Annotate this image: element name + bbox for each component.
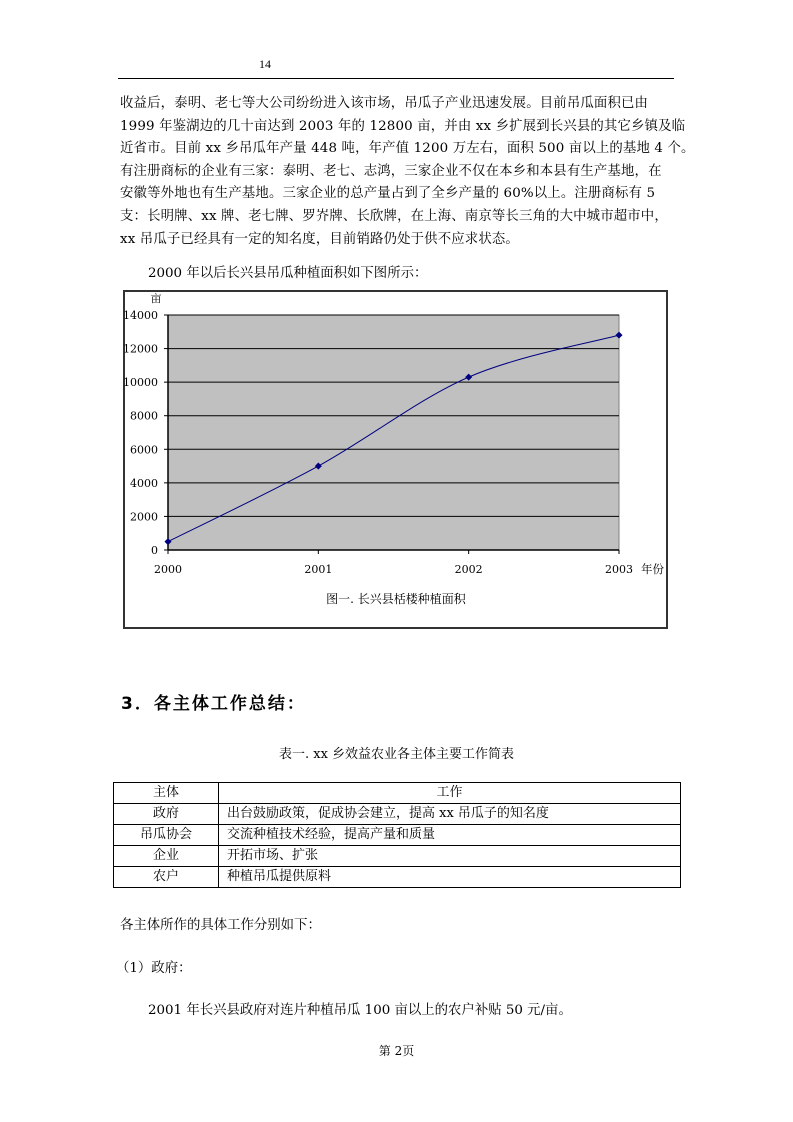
y-axis-label: 亩: [150, 292, 162, 305]
footer-page-label: 第 2页: [378, 1044, 415, 1058]
y-tick-label: 2000: [130, 510, 158, 524]
header-cell: 工作: [219, 783, 681, 804]
after-table-text: 各主体所作的具体工作分别如下：: [120, 918, 321, 933]
table-cell-subject: 政府: [114, 804, 219, 825]
x-axis-ticks: [154, 550, 633, 576]
paragraph-line: 安徽等外地也有生产基地。三家企业的总产量占到了全乡产量的 60%以上。注册商标有 5: [120, 186, 656, 202]
paragraph-line: 收益后，泰明、老七等大公司纷纷进入该市场，吊瓜子产业迅速发展。目前吊瓜面积已由: [120, 96, 649, 111]
y-tick-label: 6000: [130, 443, 158, 457]
x-tick-label: 2000: [154, 563, 182, 576]
y-tick-label: 12000: [123, 342, 158, 356]
plot-area: [168, 315, 619, 550]
x-tick-label: 2001: [304, 563, 333, 576]
x-tick-label: 2002: [454, 563, 483, 576]
work-summary-table: [113, 782, 681, 888]
y-tick-label: 8000: [130, 409, 158, 423]
x-tick-label: 2003: [605, 563, 633, 576]
header-cell: 主体: [114, 783, 219, 804]
subsection-heading: （1）政府：: [116, 961, 192, 976]
body-paragraph: [120, 93, 695, 251]
paragraph-line: 1999 年鉴湖边的几十亩达到 2003 年的 12800 亩，并由 xx 乡扩展到长兴县的其它乡镇及临: [120, 118, 686, 134]
table-row: [114, 846, 681, 867]
x-axis-label: 年份: [641, 562, 664, 576]
table-cell-subject: 农户: [114, 867, 219, 888]
table-cell-work: 出台鼓励政策，促成协会建立，提高 xx 吊瓜子的知名度: [219, 804, 681, 825]
table-cell-work: 交流种植技术经验，提高产量和质量: [219, 825, 681, 846]
line-chart: [123, 290, 669, 630]
paragraph-line: xx 吊瓜子已经具有一定的知名度，目前销路仍处于供不应求状态。: [120, 231, 519, 247]
section-title: 3．各主体工作总结：: [121, 694, 306, 714]
paragraph-line: 有注册商标的企业有三家：泰明、老七、志鸿，三家企业不仅在本乡和本县有生产基地，在: [120, 163, 662, 179]
paragraph-line: 近省市。目前 xx 乡吊瓜年产量 448 吨，年产值 1200 万左右，面积 500 亩以上的基地 4 个。: [120, 141, 695, 157]
y-tick-label: 14000: [123, 309, 158, 322]
y-axis-ticks: [123, 309, 168, 557]
subsection-text: 2001 年长兴县政府对连片种植吊瓜 100 亩以上的农户补贴 50 元/亩。: [148, 1003, 572, 1018]
paragraph-line: 支：长明牌、xx 牌、老七牌、罗岕牌、长欣牌，在上海、南京等长三角的大中城市超市中，: [120, 208, 668, 224]
y-tick-label: 4000: [130, 476, 158, 490]
y-tick-label: 0: [151, 544, 158, 557]
table-header-row: [114, 783, 681, 804]
table-row: [114, 804, 681, 825]
table-cell-subject: 吊瓜协会: [114, 825, 219, 846]
table-caption: 表一. xx 乡效益农业各主体主要工作简表: [278, 747, 515, 762]
y-tick-label: 10000: [123, 376, 158, 390]
table-cell-work: 开拓市场、扩张: [219, 846, 681, 867]
chart-title: 图一. 长兴县栝楼种植面积: [326, 592, 466, 606]
header-rule: [118, 78, 674, 79]
chart-intro-text: 2000 年以后长兴县吊瓜种植面积如下图所示：: [148, 266, 428, 281]
table-row: [114, 825, 681, 846]
table-cell-work: 种植吊瓜提供原料: [219, 867, 681, 888]
header-page-number: 14: [259, 57, 271, 71]
table-cell-subject: 企业: [114, 846, 219, 867]
table-row: [114, 867, 681, 888]
